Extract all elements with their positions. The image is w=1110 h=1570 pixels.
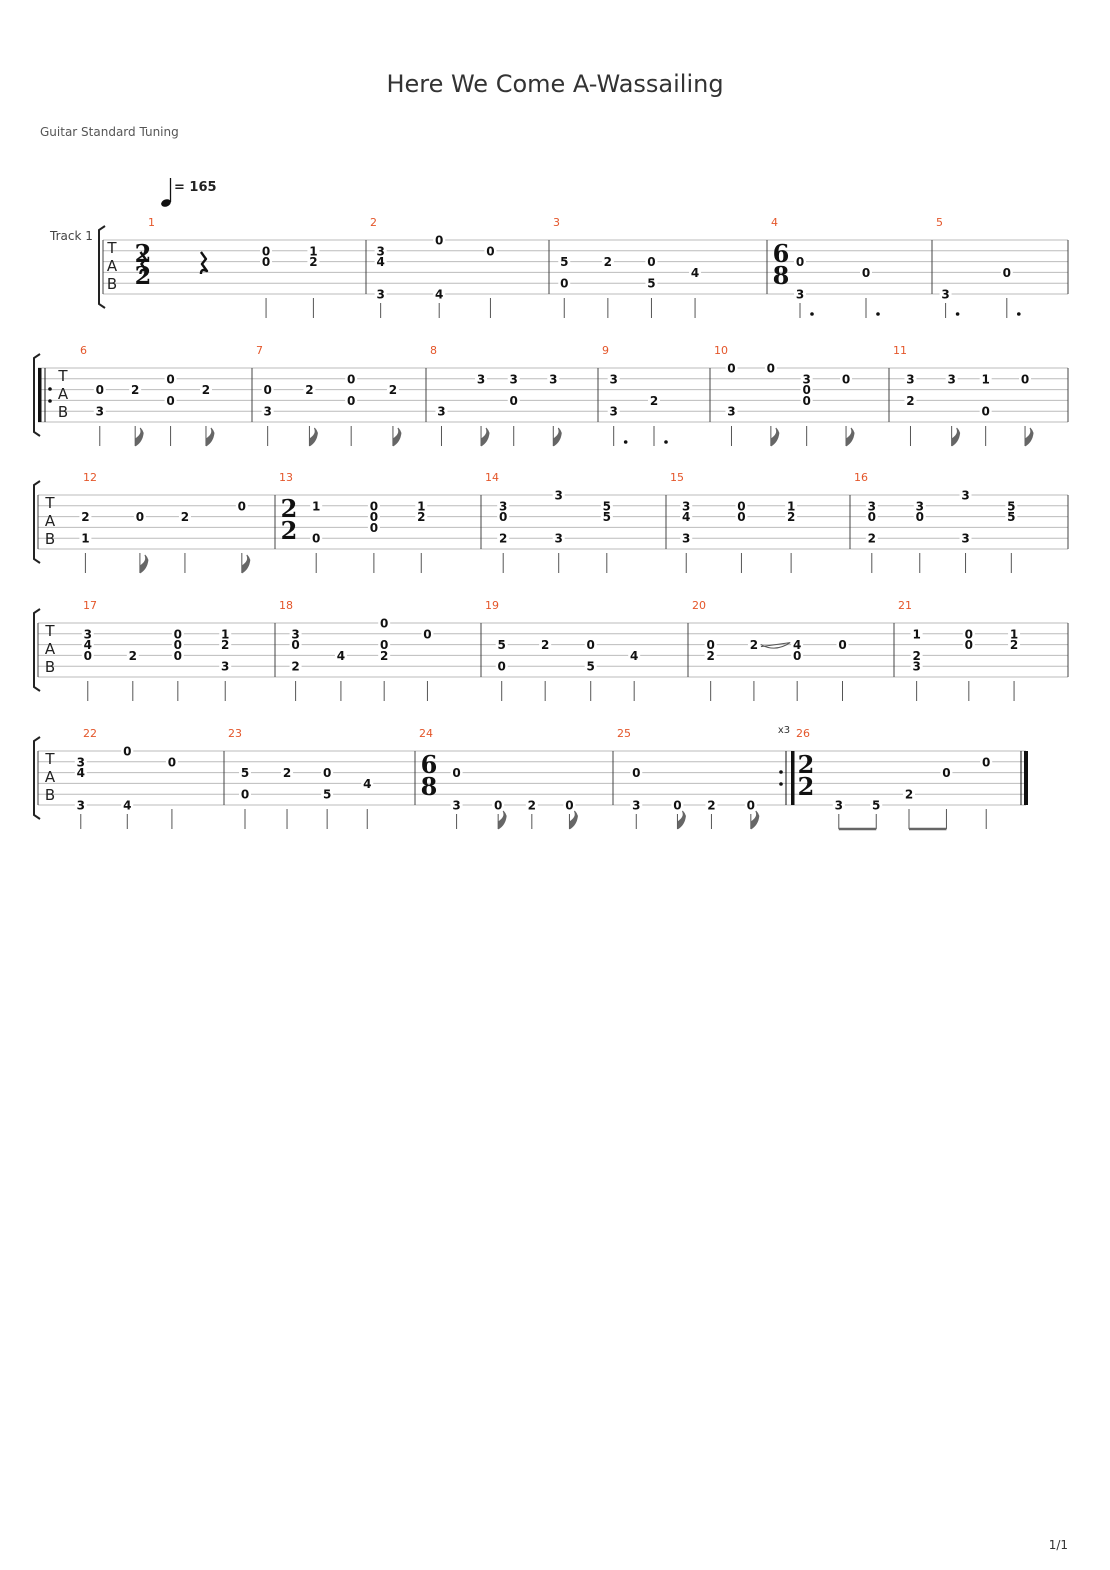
measure-number: 21 <box>898 599 912 612</box>
fret-number: 5 <box>322 787 332 802</box>
fret-number: 5 <box>602 499 611 514</box>
fret-number: 0 <box>240 787 250 802</box>
fret-number: 0 <box>135 510 145 525</box>
eighth-flag <box>140 555 148 573</box>
fret-number: 0 <box>942 766 951 781</box>
eighth-flag <box>206 428 214 446</box>
tempo-value: = 165 <box>174 180 217 195</box>
measure-number: 14 <box>485 471 499 484</box>
fret-number: 0 <box>981 404 990 419</box>
eighth-flag <box>952 428 960 446</box>
fret-number: 0 <box>173 648 183 663</box>
fret-number: 2 <box>649 393 659 408</box>
fret-number: 2 <box>305 383 314 398</box>
fret-number: 2 <box>282 766 292 781</box>
time-signature-denominator: 2 <box>280 516 298 545</box>
fret-number: 0 <box>499 510 508 525</box>
dot <box>1017 312 1021 316</box>
fret-number: 1 <box>312 499 321 514</box>
time-signature-denominator: 8 <box>772 261 790 290</box>
measure-number: 12 <box>83 471 97 484</box>
fret-number: 3 <box>509 372 518 387</box>
fret-number: 0 <box>95 383 104 398</box>
fret-number: 0 <box>1002 265 1011 280</box>
dot <box>810 312 814 316</box>
fret-number: 0 <box>861 265 871 280</box>
repeat-start-thick-bar <box>38 368 42 422</box>
time-signature-numerator: 6 <box>420 750 438 779</box>
fret-number: 2 <box>906 393 915 408</box>
repeat-dot <box>48 399 52 403</box>
fret-number: 0 <box>173 638 183 653</box>
fret-number: 0 <box>793 648 802 663</box>
fret-number: 3 <box>376 287 385 302</box>
system-bracket <box>34 609 40 691</box>
tab-clef-letter: B <box>44 658 56 676</box>
staff-system <box>99 226 1068 318</box>
fret-number: 3 <box>452 798 461 813</box>
tab-clef-letter: T <box>107 239 117 257</box>
eighth-flag <box>1025 428 1033 446</box>
eighth-flag <box>498 811 506 829</box>
fret-number: 3 <box>76 755 85 770</box>
fret-number: 1 <box>912 627 921 642</box>
fret-number: 3 <box>906 372 915 387</box>
fret-number: 0 <box>347 393 356 408</box>
eighth-flag <box>553 428 561 446</box>
tuning-label: Guitar Standard Tuning <box>40 125 179 139</box>
fret-number: 1 <box>221 627 230 642</box>
eighth-flag <box>242 555 250 573</box>
fret-number: 0 <box>841 372 851 387</box>
fret-number: 4 <box>376 255 385 270</box>
fret-number: 3 <box>682 531 691 546</box>
measure-number: 20 <box>692 599 706 612</box>
tab-clef-letter: T <box>45 750 55 768</box>
fret-number: 3 <box>915 499 924 514</box>
measure-number: 1 <box>148 216 155 229</box>
measure-number: 22 <box>83 727 97 740</box>
fret-number: 2 <box>540 638 550 653</box>
fret-number: 2 <box>749 638 759 653</box>
time-signature-denominator: 2 <box>797 772 815 801</box>
fret-number: 0 <box>964 638 973 653</box>
fret-number: 0 <box>261 244 271 259</box>
fret-number: 0 <box>166 393 175 408</box>
fret-number: 0 <box>560 276 569 291</box>
fret-number: 0 <box>586 638 595 653</box>
fret-number: 0 <box>263 383 272 398</box>
system-bracket <box>34 481 40 563</box>
fret-number: 2 <box>81 510 90 525</box>
eighth-flag <box>393 428 401 446</box>
system-bracket <box>34 737 40 819</box>
fret-number: 3 <box>95 404 104 419</box>
fret-number: 0 <box>423 627 432 642</box>
fret-number: 0 <box>380 638 389 653</box>
fret-number: 2 <box>309 255 318 270</box>
fret-number: 1 <box>81 531 90 546</box>
measure-number: 16 <box>854 471 868 484</box>
fret-number: 0 <box>291 638 300 653</box>
eighth-flag <box>569 811 577 829</box>
fret-number: 2 <box>221 638 230 653</box>
fret-number: 0 <box>982 755 991 770</box>
fret-number: 3 <box>554 531 563 546</box>
fret-number: 0 <box>347 372 356 387</box>
time-signature-numerator: 2 <box>134 239 152 268</box>
eighth-flag <box>771 428 779 446</box>
fret-number: 0 <box>83 648 92 663</box>
measure-number: 2 <box>370 216 377 229</box>
fret-number: 0 <box>322 766 332 781</box>
fret-number: 2 <box>128 648 137 663</box>
dot <box>956 312 960 316</box>
fret-number: 3 <box>867 499 876 514</box>
measure-number: 19 <box>485 599 499 612</box>
fret-number: 0 <box>166 372 175 387</box>
fret-number: 4 <box>123 798 132 813</box>
fret-number: 0 <box>1020 372 1030 387</box>
fret-number: 0 <box>867 510 876 525</box>
fret-number: 2 <box>867 531 876 546</box>
fret-number: 3 <box>961 531 970 546</box>
fret-number: 2 <box>603 255 613 270</box>
page-title: Here We Come A-Wassailing <box>386 70 724 98</box>
fret-number: 0 <box>727 361 736 376</box>
system-bracket <box>99 226 105 308</box>
fret-number: 5 <box>560 255 569 270</box>
fret-number: 3 <box>727 404 736 419</box>
fret-number: 2 <box>291 659 300 674</box>
fret-number: 5 <box>602 510 611 525</box>
measure-number: 10 <box>714 344 728 357</box>
fret-number: 2 <box>904 787 914 802</box>
fret-number: 2 <box>786 510 796 525</box>
dot <box>624 440 628 444</box>
fret-number: 5 <box>1007 510 1016 525</box>
fret-number: 4 <box>682 510 691 525</box>
fret-number: 3 <box>795 287 805 302</box>
dot <box>876 312 880 316</box>
time-signature-denominator: 8 <box>420 772 438 801</box>
fret-number: 0 <box>737 499 746 514</box>
eighth-flag <box>135 428 143 446</box>
fret-number: 4 <box>83 638 92 653</box>
fret-number: 0 <box>802 393 811 408</box>
fret-number: 2 <box>707 798 716 813</box>
measure-number: 18 <box>279 599 293 612</box>
tab-clef-letter: A <box>106 257 118 275</box>
fret-number: 5 <box>497 638 506 653</box>
measure-number: 7 <box>256 344 263 357</box>
fret-number: 0 <box>261 255 271 270</box>
tab-clef-letter: B <box>57 403 69 421</box>
fret-number: 1 <box>417 499 426 514</box>
fret-number: 0 <box>435 233 444 248</box>
fret-number: 1 <box>786 499 796 514</box>
fret-number: 0 <box>915 510 924 525</box>
fret-number: 3 <box>263 404 272 419</box>
fret-number: 5 <box>1007 499 1016 514</box>
fret-number: 0 <box>838 638 847 653</box>
fret-number: 0 <box>706 638 715 653</box>
staff-system <box>34 481 1068 573</box>
fret-number: 1 <box>309 244 318 259</box>
fret-number: 3 <box>437 404 446 419</box>
fret-number: 3 <box>609 404 618 419</box>
tab-clef-letter: T <box>45 622 55 640</box>
fret-number: 5 <box>647 276 656 291</box>
eighth-flag <box>309 428 317 446</box>
measure-number: 6 <box>80 344 87 357</box>
fret-number: 0 <box>369 510 379 525</box>
fret-number: 0 <box>493 798 503 813</box>
fret-number: 3 <box>476 372 486 387</box>
fret-number: 3 <box>947 372 956 387</box>
tab-clef-letter: A <box>44 768 56 786</box>
repeat-dot <box>779 782 783 786</box>
measure-number: 8 <box>430 344 437 357</box>
fret-number: 2 <box>1009 638 1019 653</box>
quarter-rest <box>201 252 207 274</box>
fret-number: 3 <box>609 372 618 387</box>
fret-number: 0 <box>167 755 177 770</box>
measure-number: 24 <box>419 727 433 740</box>
repeat-end-thick-bar <box>791 751 795 805</box>
final-thick-bar <box>1024 751 1028 805</box>
fret-number: 2 <box>499 531 508 546</box>
repeat-dot <box>779 770 783 774</box>
tab-clef-letter: A <box>57 385 69 403</box>
fret-number: 0 <box>369 520 379 535</box>
fret-number: 0 <box>565 798 574 813</box>
fret-number: 0 <box>673 798 682 813</box>
fret-number: 0 <box>380 616 389 631</box>
fret-number: 4 <box>793 638 802 653</box>
dot <box>664 440 668 444</box>
fret-number: 3 <box>961 488 970 503</box>
eighth-flag <box>481 428 489 446</box>
fret-number: 5 <box>240 766 250 781</box>
fret-number: 0 <box>369 499 379 514</box>
page-number: 1/1 <box>1048 1538 1068 1552</box>
tab-clef-letter: B <box>44 530 56 548</box>
time-signature-numerator: 2 <box>280 494 298 523</box>
fret-number: 3 <box>912 659 921 674</box>
repeat-count: x3 <box>777 725 791 736</box>
fret-number: 0 <box>123 744 132 759</box>
fret-number: 0 <box>632 766 641 781</box>
fret-number: 3 <box>76 798 85 813</box>
fret-number: 3 <box>834 798 843 813</box>
measure-number: 17 <box>83 599 97 612</box>
fret-number: 0 <box>964 627 973 642</box>
measure-number: 11 <box>893 344 907 357</box>
repeat-dot <box>48 387 52 391</box>
fret-number: 5 <box>872 798 881 813</box>
time-signature-numerator: 2 <box>797 750 815 779</box>
fret-number: 4 <box>435 287 444 302</box>
fret-number: 4 <box>336 648 346 663</box>
fret-number: 2 <box>180 510 190 525</box>
fret-number: 2 <box>201 383 211 398</box>
track-name: Track 1 <box>50 229 93 243</box>
fret-number: 0 <box>312 531 321 546</box>
fret-number: 3 <box>221 659 230 674</box>
tab-clef-letter: T <box>58 367 68 385</box>
measure-number: 15 <box>670 471 684 484</box>
fret-number: 3 <box>549 372 558 387</box>
fret-number: 0 <box>237 499 246 514</box>
time-signature-numerator: 6 <box>772 239 790 268</box>
fret-number: 0 <box>452 766 461 781</box>
fret-number: 2 <box>912 648 921 663</box>
measure-number: 23 <box>228 727 242 740</box>
fret-number: 2 <box>527 798 536 813</box>
fret-number: 2 <box>131 383 140 398</box>
fret-number: 4 <box>630 648 639 663</box>
fret-number: 4 <box>76 766 85 781</box>
fret-number: 1 <box>1009 627 1019 642</box>
fret-number: 0 <box>746 798 756 813</box>
time-signature-denominator: 2 <box>134 261 152 290</box>
fret-number: 0 <box>486 244 495 259</box>
fret-number: 1 <box>981 372 990 387</box>
fret-number: 0 <box>497 659 506 674</box>
fret-number: 3 <box>291 627 300 642</box>
tab-clef-letter: B <box>44 786 56 804</box>
measure-number: 9 <box>602 344 609 357</box>
fret-number: 3 <box>941 287 950 302</box>
fret-number: 0 <box>737 510 746 525</box>
fret-number: 0 <box>647 255 656 270</box>
fret-number: 2 <box>388 383 398 398</box>
fret-number: 5 <box>586 659 595 674</box>
fret-number: 3 <box>376 244 385 259</box>
fret-number: 3 <box>554 488 563 503</box>
eighth-flag <box>751 811 759 829</box>
measure-number: 13 <box>279 471 293 484</box>
tab-clef-letter: A <box>44 512 56 530</box>
measure-number: 4 <box>771 216 778 229</box>
measure-number: 3 <box>553 216 560 229</box>
fret-number: 0 <box>173 627 183 642</box>
fret-number: 0 <box>509 393 518 408</box>
eighth-flag <box>846 428 854 446</box>
fret-number: 2 <box>380 648 389 663</box>
fret-number: 2 <box>417 510 426 525</box>
measure-number: 26 <box>796 727 810 740</box>
eighth-flag <box>677 811 685 829</box>
measure-number: 5 <box>936 216 943 229</box>
fret-number: 0 <box>766 361 776 376</box>
fret-number: 3 <box>499 499 508 514</box>
fret-number: 0 <box>802 383 811 398</box>
fret-number: 3 <box>802 372 811 387</box>
fret-number: 4 <box>363 776 372 791</box>
tab-clef-letter: B <box>106 275 118 293</box>
staff-system <box>34 737 1028 829</box>
fret-number: 2 <box>706 648 715 663</box>
fret-number: 3 <box>83 627 92 642</box>
tab-clef-letter: A <box>44 640 56 658</box>
measure-number: 25 <box>617 727 631 740</box>
tab-clef-letter: T <box>45 494 55 512</box>
fret-number: 4 <box>690 265 700 280</box>
fret-number: 3 <box>682 499 691 514</box>
fret-number: 0 <box>795 255 805 270</box>
fret-number: 3 <box>632 798 641 813</box>
